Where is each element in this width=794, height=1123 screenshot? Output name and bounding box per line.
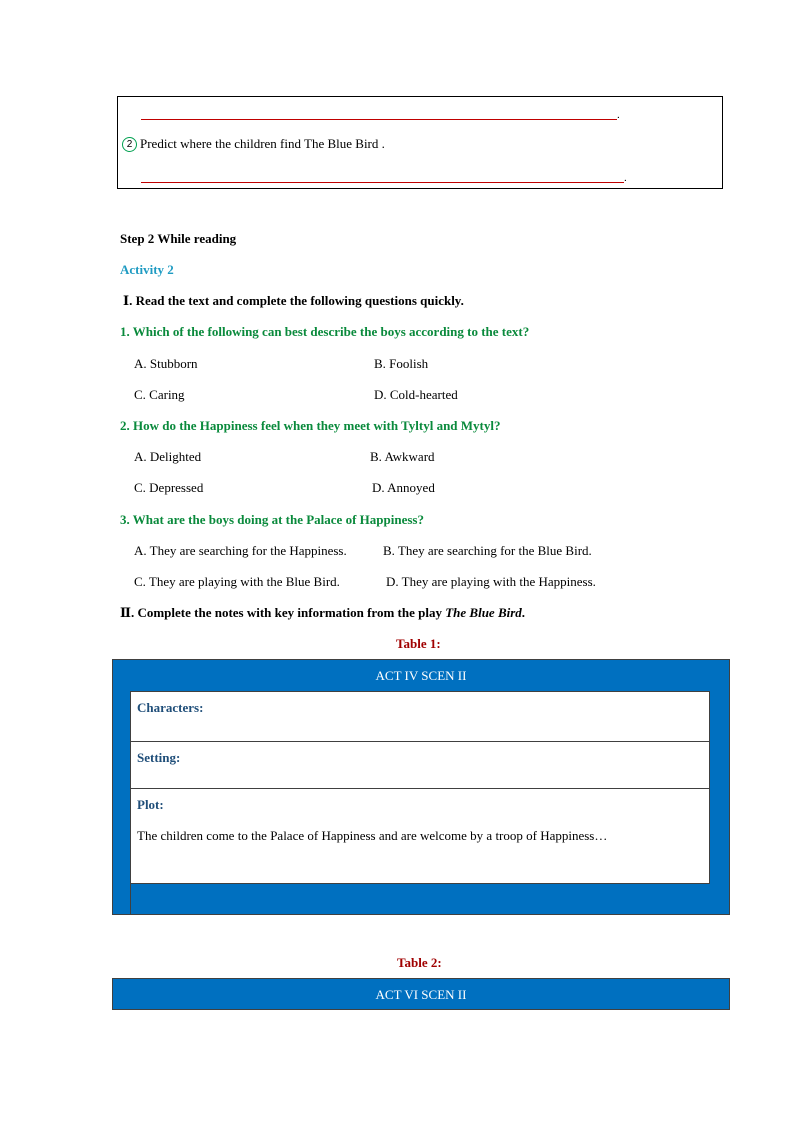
plot-text: The children come to the Palace of Happiness and are welcome by a troop of Happiness…	[137, 828, 608, 843]
plot-label: Plot:	[137, 797, 164, 812]
circled-number: 2	[122, 137, 137, 152]
table2-header: ACT VI SCEN II	[375, 987, 467, 1002]
option-3b[interactable]: B. They are searching for the Blue Bird.	[383, 543, 592, 558]
table-1	[112, 659, 730, 915]
table-2	[112, 978, 730, 1010]
question-3: 3. What are the boys doing at the Palace of Happiness?	[120, 512, 424, 527]
option-2c[interactable]: C. Depressed	[134, 480, 204, 495]
option-2a[interactable]: A. Delighted	[134, 449, 202, 464]
option-2d[interactable]: D. Annoyed	[372, 480, 435, 495]
option-1b[interactable]: B. Foolish	[374, 356, 429, 371]
table-divider	[130, 884, 131, 915]
answer-line[interactable]	[141, 182, 624, 183]
option-3c[interactable]: C. They are playing with the Blue Bird.	[134, 574, 340, 589]
table1-header: ACT IV SCEN II	[375, 668, 467, 683]
option-1a[interactable]: A. Stubborn	[134, 356, 198, 371]
option-1d[interactable]: D. Cold-hearted	[374, 387, 458, 402]
step-heading: Step 2 While reading	[120, 231, 237, 246]
prediction-question: Predict where the children find The Blue Bird .	[140, 136, 385, 151]
option-3d[interactable]: D. They are playing with the Happiness.	[386, 574, 596, 589]
plot-cell[interactable]	[130, 788, 710, 884]
table1-caption: Table 1:	[396, 636, 441, 651]
option-2b[interactable]: B. Awkward	[370, 449, 435, 464]
activity-heading: Activity 2	[120, 262, 174, 277]
question-2: 2. How do the Happiness feel when they meet with Tyltyl and Mytyl?	[120, 418, 501, 433]
characters-label: Characters:	[137, 700, 204, 715]
play-title: The Blue Bird	[445, 605, 522, 620]
answer-line[interactable]	[141, 119, 617, 120]
option-1c[interactable]: C. Caring	[134, 387, 185, 402]
question-1: 1. Which of the following can best describe the boys according to the text?	[120, 324, 530, 339]
setting-label: Setting:	[137, 750, 181, 765]
part2-heading: Ⅱ. Complete the notes with key information from the play The Blue Bird.	[120, 605, 526, 620]
setting-cell[interactable]	[130, 741, 710, 789]
prediction-box: . 2 Predict where the children find The Blue Bird . .	[117, 96, 723, 189]
characters-cell[interactable]	[130, 691, 710, 742]
part1-heading: Ⅰ. Read the text and complete the following questions quickly.	[123, 293, 464, 308]
table2-caption: Table 2:	[397, 955, 442, 970]
option-3a[interactable]: A. They are searching for the Happiness.	[134, 543, 347, 558]
